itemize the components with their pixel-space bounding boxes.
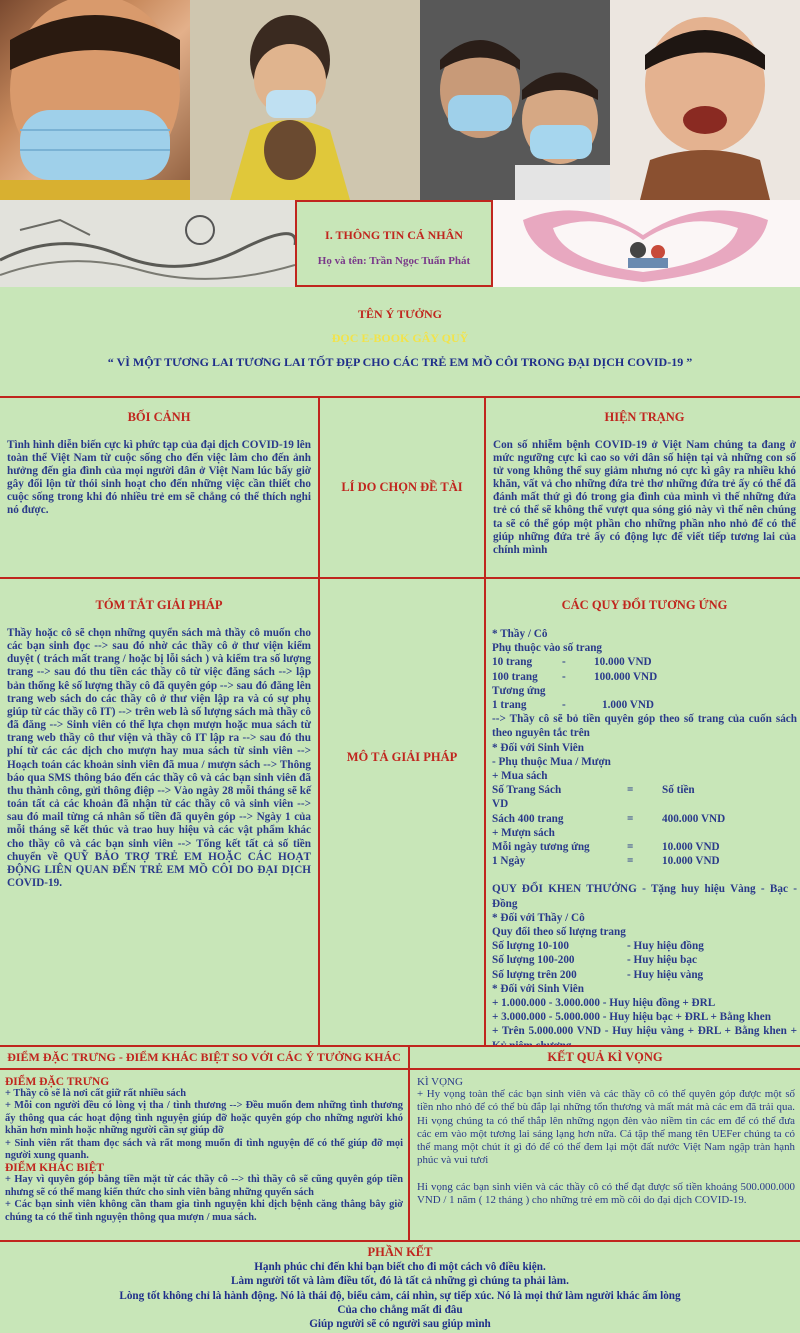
result-p1: + Hy vọng toàn thể các bạn sinh viên và các thầy cô có thể quyên góp được một số tiền nho nhỏ để có thể bù đắp lại những tổn thương và mất mát mà các em đã trải qua. Hi vọng chúng ta có thể thắp lên những ngọn đèn vào niềm tin các em để có thể đưa các em vào một tương lai sáng lạng hơn nữa. Cả tập thể mang tên UEFer chúng ta có thể mang một chút ít gì đó để có thể đem lại một đất nước Việt Nam ngập tràn hạnh phúc và vui tươi: [417, 1088, 795, 1167]
exchange-line: * Đối với Sinh Viên: [492, 982, 584, 995]
exchange-line: + Trên 5.000.000 VND - Huy hiệu vàng + ĐRL + Bằng khen +: [492, 1025, 797, 1038]
exchange-line: QUY ĐỔI KHEN THƯỞNG - Tặng huy hiệu Vàng - Bạc - Đồng: [492, 883, 797, 910]
idea-band: [0, 290, 800, 396]
features-sub2: ĐIỂM KHÁC BIỆT: [5, 1162, 105, 1175]
exchange-line: + Mượn sách: [492, 826, 555, 839]
exchange-line: + 1.000.000 - 3.000.000 - Huy hiệu đồng + ĐRL: [492, 997, 716, 1010]
sketch-image: [0, 200, 295, 287]
conclusion-line: Của cho chẳng mất đi đâu: [337, 1303, 463, 1316]
exchange-line: Tương ứng: [492, 684, 546, 697]
exchange-row: 1 Ngày = 10.000 VND: [492, 855, 720, 868]
conclusion: [0, 1242, 800, 1333]
photo-crying-child: [610, 0, 800, 200]
exchange-line: Phụ thuộc vào số trang: [492, 642, 603, 655]
features-sub1: ĐIỂM ĐẶC TRƯNG: [5, 1076, 110, 1088]
photo-child-mask-1: [0, 0, 190, 200]
summary-box: [0, 577, 320, 1047]
features-header: [0, 1045, 410, 1070]
reason-title: LÍ DO CHỌN ĐỀ TÀI: [341, 480, 463, 494]
idea-slogan: “ VÌ MỘT TƯƠNG LAI TƯƠNG LAI TỐT ĐẸP CHO CÁC TRẺ EM MỒ CÔI TRONG ĐẠI DỊCH COVID-19 ”: [107, 355, 693, 369]
summary-title: TÓM TẮT GIẢI PHÁP: [95, 598, 223, 612]
conclusion-line: Lòng tốt không chỉ là hành động. Nó là thái độ, biểu cảm, cái nhìn, sự tiếp xúc. Nó là mọi thứ làm người khác ấm lòng: [119, 1289, 681, 1302]
exchange-row: Số Trang Sách = Số tiền: [492, 784, 695, 797]
exchange-row: 1 trang - 1.000 VND: [492, 699, 655, 712]
status-body: Con số nhiễm bệnh COVID-19 ở Việt Nam chúng ta đang ở mức ngưỡng cực kì cao so với dân số hiện tại và những con số tử vong không thể suy giảm nhưng nó cực kì gây ra nhiều khó khăn, vất vả cho những đứa trẻ thơ những đứa trẻ ấy có thể đã đánh mất thứ gì đó trong gia đình của mình vì thế những đứa trẻ có thể sẽ không thể vượt qua sóng gió này vì thế nên chúng ta sẽ có thể góp một phần cho những phần nho nhỏ để có thể giúp những đứa trẻ ấy có động lực để viết tiếp tương lai của chính mình: [493, 439, 796, 556]
describe-box: [318, 577, 486, 1047]
summary-body: Thầy hoặc cô sẽ chọn những quyển sách mà thầy cô muốn cho các bạn sinh đọc --> sau đó nhờ các thầy cô ở thư viện kiểm duyệt ( trách mất trang / hoặc bị lỗi sách ) và kiểm tra số lượng trang --> sau đó thu tiền các thầy cô từ việc đăng sách --> lập bản thống kê số lượng thầy cô đã quyên góp --> sau đó đăng lên trang web sách do các thầy cô ở thư viện lập ra và có sự phụ giúp từ các thầy cô IT) --> trên web là số lượng sách mà thầy cô đã đăng --> Sinh viên có thể lựa chọn mượn hoặc mua sách từ trang web thầy cô thư viện và thầy cô IT lập ra --> sau đó thu phí từ các các dịch cho mượn hay mua sách từ sinh viên --> Hoạch toán các khoản sinh viên đã mua / mượn sách --> Thông báo qua SMS thông báo đến các thầy cô và các bạn sinh viên đã thu thành công, gửi thông điệp --> Vào ngày 28 mỗi tháng sẽ kế toán tất cả các khoản đã nhận từ các thầy cô và sinh viên --> sau đó mail từng cá nhân số tiền đã quyên góp --> Ngày 1 của mỗi tháng sẽ kết thúc và trao huy hiệu và các vật phẩm khác cho thầy cô và các bạn sinh viên --> Tổng kết tất cả số tiền chuyển về QUỸ BẢO TRỢ TRẺ EM HOẶC CÁC HOẠT ĐỘNG LIÊN QUAN ĐẾN TRẺ EM MỒ CÔI DO ĐẠI DỊCH COVID-19.: [7, 627, 311, 889]
result-p2: Hi vọng các bạn sinh viên và các thầy cô có thể đạt được số tiền khoảng 500.000.000 VND / 1 năm ( 12 tháng ) cho những trẻ em mồ côi do đại dịch COVID-19.: [417, 1180, 795, 1207]
feature-item: + Thầy cô sẽ là nơi cất giữ rất nhiều sách: [5, 1088, 187, 1099]
feature-item: + Sinh viên rất tham đọc sách và rất mong muốn đi tình nguyện để có thể giúp đỡ mọi người xung quanh.: [5, 1137, 403, 1162]
exchange-line: * Thầy / Cô: [492, 628, 548, 640]
idea-label: TÊN Ý TƯỞNG: [357, 307, 442, 321]
exchange-row: 10 trang - 10.000 VND: [492, 656, 652, 669]
feature-item: + Hay vì quyên góp bằng tiền mặt từ các thầy cô --> thì thầy cô sẽ cũng quyên góp tiền nhưng sẽ có thể mang kiến thức cho sinh viên bằng những quyển sách: [5, 1174, 403, 1198]
exchange-line: + 3.000.000 - 5.000.000 - Huy hiệu bạc + ĐRL + Bằng khen: [492, 1011, 771, 1024]
exchange-row: Sách 400 trang = 400.000 VND: [492, 812, 726, 825]
conclusion-line: Hạnh phúc chỉ đến khi bạn biết cho đi một cách vô điều kiện.: [254, 1261, 546, 1273]
context-title: BỐI CẢNH: [127, 410, 191, 424]
personal-info-box: [295, 200, 493, 287]
exchange-line: * Đối với Thầy / Cô: [492, 911, 585, 924]
section-title: I. THÔNG TIN CÁ NHÂN: [325, 228, 463, 242]
conclusion-title: PHẦN KẾT: [367, 1245, 433, 1259]
result-box: [408, 1068, 800, 1242]
exchange-row: 100 trang - 100.000 VND: [492, 670, 658, 683]
conclusion-line: Làm người tốt và làm điều tốt, đó là tất cả những gì chúng ta phải làm.: [231, 1275, 569, 1288]
feature-item: + Mỗi con người đều có lòng vị tha / tình thương --> Đều muốn đem những tình thương ấy thông qua các hoạt động tình nguyện giúp đỡ hoặc quyên góp cho những người khó khăn hơn mình hoặc những người cần sự giúp đỡ: [5, 1100, 403, 1137]
status-title: HIỆN TRẠNG: [604, 410, 685, 424]
context-box: [0, 396, 320, 579]
result-header: [408, 1045, 800, 1070]
exchange-row: Số lượng trên 200 - Huy hiệu vàng: [492, 968, 704, 981]
feature-item: + Các bạn sinh viên không cần tham gia tình nguyện khi dịch bệnh căng thẳng bây giờ chúng ta có thể tình nguyện thông qua mượn / mua sách.: [5, 1199, 403, 1223]
result-label: KÌ VỌNG: [417, 1076, 463, 1088]
exchange-title: CÁC QUY ĐỔI TƯƠNG ỨNG: [561, 598, 728, 612]
photo-children-masks: [420, 0, 610, 200]
exchange-line: --> Thầy cô sẽ bỏ tiền quyên góp theo số trang của cuốn sách theo nguyên tắc trên: [492, 713, 797, 740]
context-body: Tình hình diễn biến cực kì phức tạp của đại dịch COVID-19 lên toàn thể Việt Nam từ cuộc sống cho đến việc làm cho đến ảnh hưởng đến gia đình của mọi người dân ở Việt Nam lúc bấy giờ gây đổi lộn từ thói sinh hoạt cho đến những việc cần thiết cho cuộc sống trong khi đó nhiều trẻ em sẽ chẳng có thể thích nghi nó được.: [7, 439, 311, 517]
idea-name: ĐỌC E-BOOK GÂY QUỸ: [331, 331, 469, 345]
describe-title: MÔ TẢ GIẢI PHÁP: [346, 749, 458, 764]
reason-box: [318, 396, 486, 579]
exchange-line: Quy đổi theo số lượng trang: [492, 926, 626, 939]
conclusion-line: Giúp người sẽ có người sau giúp mình: [309, 1318, 491, 1331]
features-box: [0, 1068, 410, 1242]
exchange-line: - Phụ thuộc Mua / Mượn: [492, 755, 611, 768]
exchange-row: Số lượng 100-200 - Huy hiệu bạc: [492, 954, 697, 967]
exchange-row: Số lượng 10-100 - Huy hiệu đồng: [492, 940, 704, 953]
exchange-line: * Đối với Sinh Viên: [492, 741, 584, 754]
photo-child-teddy: [190, 0, 420, 200]
hands-heart-image: [493, 200, 800, 287]
exchange-row: Mỗi ngày tương ứng = 10.000 VND: [492, 841, 720, 854]
child-mask-illustration: [0, 0, 190, 200]
exchange-box: [484, 577, 800, 1047]
status-box: [484, 396, 800, 579]
exchange-line: VD: [492, 798, 509, 811]
result-title: KẾT QUẢ KÌ VỌNG: [547, 1050, 663, 1064]
exchange-list: [492, 627, 797, 1053]
features-title: ĐIỂM ĐẶC TRƯNG - ĐIỂM KHÁC BIỆT SO VỚI CÁC Ý TƯỞNG KHÁC: [7, 1050, 401, 1064]
author-name: Họ và tên: Trần Ngọc Tuấn Phát: [317, 255, 471, 267]
exchange-line: + Mua sách: [492, 770, 548, 783]
